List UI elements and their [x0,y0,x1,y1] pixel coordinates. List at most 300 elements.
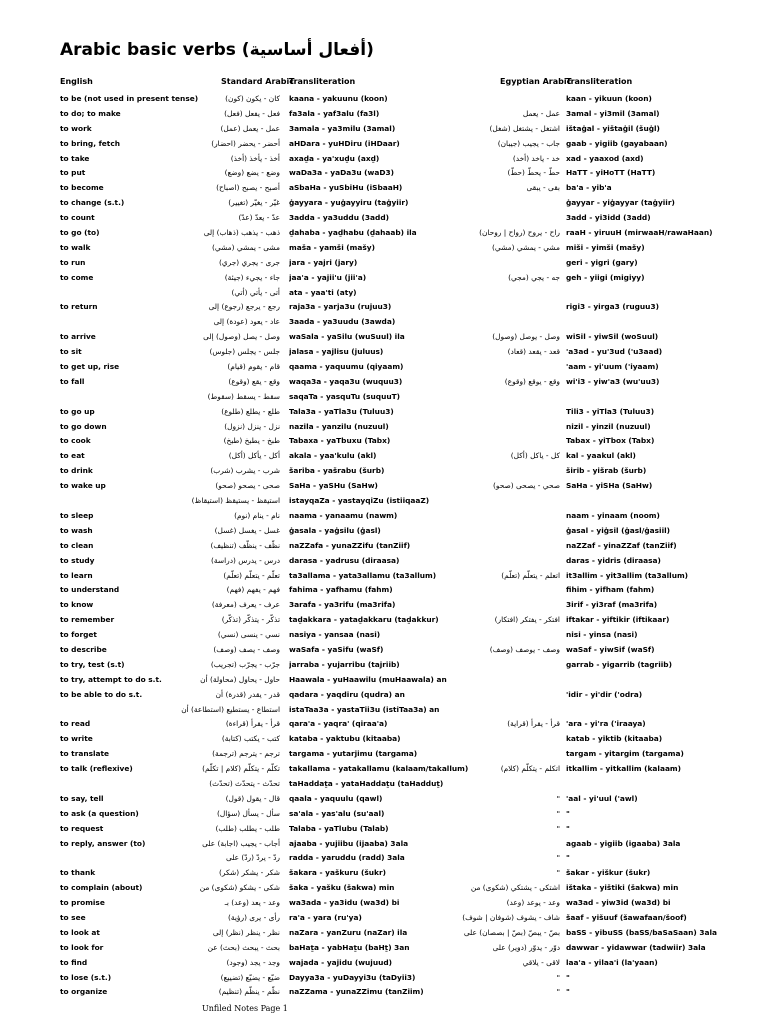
transliteration-cell: maša - yamši (mašy) [289,242,375,252]
egyptian-arabic-cell: " [556,868,560,878]
egyptian-transliteration-cell: xad - yaaxod (axd) [566,153,644,163]
english-cell: to do; to make [60,108,121,118]
transliteration-cell: ajaaba - yujiibu (ijaaba) 3ala [289,838,409,848]
standard-arabic-cell: جاء - يجيء (جيئة) [224,272,280,282]
egyptian-transliteration-cell: itkallim - yitkallim (kalaam) [566,764,682,774]
table-row [0,747,768,762]
transliteration-cell: jarraba - yujarribu (tajriib) [289,659,400,669]
standard-arabic-cell: رأى - يرى (رؤية) [228,912,280,922]
transliteration-cell: wajada - yajidu (wujuud) [289,957,393,967]
english-cell: to take [60,153,90,163]
egyptian-transliteration-cell: waSaf - yiwSif (waSf) [566,644,655,654]
transliteration-cell: šakara - yaškuru (šukr) [289,868,386,878]
egyptian-arabic-cell: مشي - يمشي (مشي) [492,242,560,252]
table-row [0,122,768,137]
transliteration-cell: 3adda - ya3uddu (3add) [289,213,390,223]
standard-arabic-cell: ترجم - يترجم (ترجمة) [212,749,280,759]
transliteration-cell: qara'a - yaqra' (qiraa'a) [289,719,388,729]
transliteration-cell: taHaddaṯa - yataHaddaṯu (taHadduṯ) [289,778,444,788]
english-cell: to ask (a question) [60,808,139,818]
table-row [0,360,768,375]
egyptian-transliteration-cell: gaab - yigiib (gayabaan) [566,138,668,148]
table-row [0,837,768,852]
standard-arabic-cell: حاول - يحاول (محاولة) أن [200,674,280,684]
table-row [0,375,768,390]
english-cell: to promise [60,898,105,908]
egyptian-transliteration-cell: wi'i3 - yiw'a3 (wu'uu3) [566,376,660,386]
egyptian-transliteration-cell: ġayyar - yiġayyar (taġyiir) [566,198,675,208]
standard-arabic-cell: كان - يكون (كون) [225,94,280,103]
page-title: Arabic basic verbs (أفعال أساسية) [60,40,374,60]
english-cell: to translate [60,749,110,759]
egyptian-transliteration-cell: 'ara - yi'ra ('iraaya) [566,719,646,729]
english-cell: to drink [60,466,93,476]
english-cell: to sit [60,347,82,357]
egyptian-arabic-cell: اشتغل - يشتغل (شغل) [489,123,560,133]
standard-arabic-cell: كتب - يكتب (كتابة) [221,734,280,744]
english-cell: to remember [60,615,115,625]
egyptian-transliteration-cell: 3amal - yi3mil (3amal) [566,108,660,118]
standard-arabic-cell: شكر - يشكر (شكر) [219,868,280,878]
english-cell: to bring, fetch [60,138,120,148]
english-cell: to cook [60,436,91,446]
standard-arabic-cell: عاد - يعود (عودة) إلى [213,317,280,327]
standard-arabic-cell: استطاع - يستطيع (استطاعة) أن [181,704,280,714]
standard-arabic-cell: وقع - يقع (وقوع) [228,376,280,386]
egyptian-transliteration-cell: šakar - yiškur (šukr) [566,868,651,878]
standard-arabic-cell: سقط - يسقط (سقوط) [207,391,280,401]
standard-arabic-cell: بحث - يبحث (بحث) عن [207,942,280,952]
egyptian-arabic-cell: اتكلم - يتكلّم (كلام) [500,764,560,774]
transliteration-cell: wa3ada - ya3idu (wa3d) bi [289,898,400,908]
standard-arabic-cell: نظر - ينظر (نظر) إلى [212,927,280,937]
table-row [0,390,768,405]
table-row [0,449,768,464]
standard-arabic-cell: جرّب - يجرّب (تجريب) [210,659,280,669]
egyptian-transliteration-cell: " [566,808,570,818]
header-standard-arabic: Standard Arabic [221,77,295,86]
transliteration-cell: ra'a - yara (ru'ya) [289,912,362,922]
table-row [0,479,768,494]
transliteration-cell: nasiya - yansaa (nasi) [289,630,381,640]
egyptian-transliteration-cell: 3add - yi3idd (3add) [566,213,651,223]
standard-arabic-cell: شرب - يشرب (شرب) [210,466,280,476]
egyptian-transliteration-cell: 'idir - yi'dir ('odra) [566,689,643,699]
transliteration-cell: akala - yaa'kulu (akl) [289,451,377,461]
table-row [0,851,768,866]
standard-arabic-cell: رجع - يرجع (رجوع) إلى [208,302,280,312]
transliteration-cell: qaama - yaquumu (qiyaam) [289,362,404,372]
egyptian-transliteration-cell: kal - yaakul (akl) [566,451,636,461]
transliteration-cell: waDa3a - yaDa3u (waD3) [289,168,395,178]
table-row [0,807,768,822]
table-row [0,569,768,584]
egyptian-transliteration-cell: wiSil - yiwSil (woSuul) [566,332,659,342]
egyptian-arabic-cell: صحي - يصحى (صحو) [493,481,560,491]
english-cell: to be able to do s.t. [60,689,143,699]
egyptian-transliteration-cell: 'aal - yi'uul ('awl) [566,793,638,803]
egyptian-transliteration-cell: " [566,853,570,863]
transliteration-cell: kaana - yakuunu (koon) [289,94,388,103]
egyptian-transliteration-cell: geri - yigri (gary) [566,257,638,267]
standard-arabic-cell: تذكّر - يتذكّر (تذكّر) [221,615,280,625]
standard-arabic-cell: قدر - يقدر (قدرة) أن [215,689,280,699]
table-row [0,717,768,732]
table-row [0,241,768,256]
table-row [0,434,768,449]
standard-arabic-cell: أصبح - يصبح (اصباح) [216,183,280,193]
english-cell: to put [60,168,86,178]
egyptian-transliteration-cell: laa'a - yilaa'i (la'yaan) [566,957,658,967]
table-row [0,524,768,539]
egyptian-arabic-cell: عمل - يعمل [522,108,560,118]
table-row [0,494,768,509]
egyptian-transliteration-cell: Tabax - yiTbox (Tabx) [566,436,655,446]
english-cell: to run [60,257,86,267]
standard-arabic-cell: وصل - يصل (وصول) إلى [203,332,280,342]
english-cell: to get up, rise [60,362,120,372]
english-cell: to describe [60,644,107,654]
standard-arabic-cell: عدّ - يعدّ (عدّ) [238,213,280,223]
english-cell: to know [60,600,94,610]
transliteration-cell: jara - yajri (jary) [289,257,358,267]
standard-arabic-cell: سأل - يسأل (سؤال) [216,808,280,818]
transliteration-cell: naZZama - yunaZZimu (tanZiim) [289,987,424,997]
egyptian-arabic-cell: خد - ياخد (أخد) [512,153,560,163]
table-row [0,196,768,211]
transliteration-cell: 3arafa - ya3rifu (ma3rifa) [289,600,396,610]
standard-arabic-cell: عرف - يعرف (معرفة) [211,600,280,610]
egyptian-arabic-cell: " [556,808,560,818]
table-row [0,658,768,673]
standard-arabic-cell: طلب - يطلب (طلب) [215,823,280,833]
egyptian-transliteration-cell: fihim - yifham (fahm) [566,585,655,595]
egyptian-arabic-cell: وعد - يوعد (وعد) [506,898,560,908]
egyptian-transliteration-cell: garrab - yigarrib (tagriib) [566,659,672,669]
transliteration-cell: waqa3a - yaqa3u (wuquu3) [289,376,403,386]
table-row [0,896,768,911]
table-row [0,956,768,971]
transliteration-cell: qadara - yaqdiru (qudra) an [289,689,405,699]
transliteration-cell: Haawala - yuHaawilu (muHaawala) an [289,674,447,684]
transliteration-cell: radda - yaruddu (radd) 3ala [289,853,405,863]
transliteration-cell: 3amala - ya3milu (3amal) [289,123,396,133]
transliteration-cell: naama - yanaamu (nawm) [289,510,398,520]
egyptian-transliteration-cell: miši - yimši (mašy) [566,242,645,252]
egyptian-arabic-cell: " [556,853,560,863]
table-row [0,107,768,122]
standard-arabic-cell: نسي - ينسى (نسي) [217,630,280,640]
english-cell: to understand [60,585,120,595]
egyptian-arabic-cell: جاب - يجيب (جيبان) [497,138,560,148]
table-row [0,166,768,181]
english-cell: to find [60,957,88,967]
transliteration-cell: istayqaZa - yastayqiZu (istiiqaaZ) [289,496,430,506]
standard-arabic-cell: طلع - يطلع (طلوع) [221,406,280,416]
standard-arabic-cell: وعد - يعد (وعد) بـ [224,898,280,908]
transliteration-cell: SaHa - yaSHu (SaHw) [289,481,378,491]
transliteration-cell: waSala - yaSilu (wuSuul) ila [289,332,405,342]
standard-arabic-cell: وضع - يضع (وضع) [224,168,280,178]
english-cell: to read [60,719,91,729]
egyptian-transliteration-cell: Tili3 - yiTla3 (Tuluu3) [566,406,655,416]
transliteration-cell: ġasala - yaġsilu (ġasl) [289,525,381,535]
egyptian-transliteration-cell: wa3ad - yiw3id (wa3d) bi [566,898,671,908]
egyptian-transliteration-cell: šaaf - yišuuf (šawafaan/šoof) [566,912,687,922]
english-cell: to sleep [60,510,94,520]
english-cell: to see [60,912,86,922]
standard-arabic-cell: استيقظ - يستيقظ (استيقاظ) [191,496,280,506]
egyptian-transliteration-cell: ištaġal - yištaġil (šuġl) [566,123,660,133]
standard-arabic-cell: ضيّع - يضيّع (تضييع) [220,972,280,982]
egyptian-arabic-cell: بصّ - يبصّ (بصّ | بصصان) على [463,927,560,937]
egyptian-transliteration-cell: nisi - yinsa (nasi) [566,630,638,640]
english-cell: to forget [60,630,97,640]
table-row [0,881,768,896]
standard-arabic-cell: تكلّم - يتكلّم (كلام | تكلّم) [202,764,280,774]
egyptian-transliteration-cell: nizil - yinzil (nuzuul) [566,421,651,431]
header-egyptian-arabic: Egyptian Arabic [500,77,572,86]
egyptian-arabic-cell: شاف - يشوف (شوفان | شوف) [462,912,560,922]
transliteration-cell: Tabaxa - yaTbuxu (Tabx) [289,436,391,446]
standard-arabic-cell: غيّر - يغيّر (تغيير) [228,198,280,208]
table-row [0,330,768,345]
table-row [0,509,768,524]
standard-arabic-cell: تعلّم - يتعلّم (تعلّم) [223,570,280,580]
table-row [0,985,768,1000]
table-row [0,926,768,941]
transliteration-cell: takallama - yatakallamu (kalaam/takallum) [289,764,469,774]
egyptian-transliteration-cell: dawwar - yidawwar (tadwiir) 3ala [566,942,706,952]
transliteration-cell: naZara - yanZuru (naZar) ila [289,927,408,937]
standard-arabic-cell: وصف - يصف (وصف) [213,644,280,654]
transliteration-cell: 3aada - ya3uudu (3awda) [289,317,396,327]
english-cell: to walk [60,242,91,252]
table-row [0,613,768,628]
table-row [0,971,768,986]
table-row [0,673,768,688]
table-row [0,271,768,286]
table-row [0,92,768,107]
transliteration-cell: Dayya3a - yuDayyi3u (taDyii3) [289,972,416,982]
table-row [0,822,768,837]
egyptian-arabic-cell: افتكر - يفتكر (افتكار) [494,615,560,625]
standard-arabic-cell: أجاب - يجيب (اجابة) على [202,838,280,848]
egyptian-transliteration-cell: baSS - yibuSS (baSS/baSaSaan) 3ala [566,927,718,937]
verb-table [0,92,768,1000]
table-row [0,420,768,435]
standard-arabic-cell: وجد - يجد (وجود) [226,957,280,967]
transliteration-cell: nazila - yanzilu (nuzuul) [289,421,389,431]
table-row [0,300,768,315]
egyptian-transliteration-cell: SaHa - yiSHa (SaHw) [566,481,653,491]
english-cell: to go down [60,421,107,431]
standard-arabic-cell: مشى - يمشي (مشي) [212,242,280,252]
english-cell: to look for [60,942,104,952]
transliteration-cell: ġayyara - yuġayyiru (taġyiir) [289,198,409,208]
english-cell: to study [60,555,95,565]
table-row [0,732,768,747]
header-english: English [60,77,93,86]
transliteration-cell: waSafa - yaSifu (waSf) [289,644,384,654]
transliteration-cell: šaka - yašku (šakwa) min [289,883,395,893]
table-row [0,286,768,301]
egyptian-transliteration-cell: " [566,972,570,982]
standard-arabic-cell: نزل - ينزل (نزول) [224,421,280,431]
egyptian-transliteration-cell: raaH - yiruuH (mirwaaH/rawaHaan) [566,228,713,238]
egyptian-transliteration-cell: rigi3 - yirga3 (ruguu3) [566,302,659,312]
table-row [0,226,768,241]
english-cell: to try, attempt to do s.t. [60,674,162,684]
standard-arabic-cell: أحضر - يحضر (احضار) [211,138,280,148]
english-cell: to return [60,302,98,312]
transliteration-cell: Tala3a - yaTla3u (Tuluu3) [289,406,394,416]
english-cell: to go up [60,406,95,416]
english-cell: to write [60,734,93,744]
standard-arabic-cell: قرأ - يقرأ (قراءة) [225,719,280,729]
table-row [0,315,768,330]
transliteration-cell: aHDara - yuHDiru (iHDaar) [289,138,400,148]
english-cell: to try, test (s.t) [60,659,125,669]
transliteration-cell: fahima - yafhamu (fahm) [289,585,393,595]
egyptian-arabic-cell: حطّ - يحطّ (حطّ) [507,168,560,178]
egyptian-arabic-cell: دوّر - يدوّر (دوير) على [492,942,560,952]
table-row [0,152,768,167]
transliteration-cell: kataba - yaktubu (kitaaba) [289,734,401,744]
egyptian-transliteration-cell: širib - yišrab (šurb) [566,466,647,476]
table-row [0,583,768,598]
egyptian-transliteration-cell: it3allim - yit3allim (ta3allum) [566,570,689,580]
transliteration-cell: aSbaHa - yuSbiHu (iSbaaH) [289,183,403,193]
english-cell: to fall [60,376,85,386]
standard-arabic-cell: ردّ - يردّ (ردّ) على [226,853,280,863]
standard-arabic-cell: أخذ - يأخذ (أخذ) [230,153,280,163]
english-cell: to thank [60,868,96,878]
egyptian-arabic-cell: " [556,987,560,997]
header-transliteration-egyptian: Transliteration [566,77,633,86]
english-cell: to reply, answer (to) [60,838,146,848]
table-row [0,628,768,643]
transliteration-cell: taḏakkara - yataḏakkaru (taḏakkur) [289,615,439,625]
english-cell: to clean [60,540,94,550]
egyptian-transliteration-cell: 'aam - yi'uum ('iyaam) [566,362,659,372]
standard-arabic-cell: قال - يقول (قول) [225,793,280,803]
table-row [0,256,768,271]
egyptian-arabic-cell: " [556,972,560,982]
egyptian-transliteration-cell: 3irif - yi3raf (ma3rifa) [566,600,658,610]
transliteration-cell: šariba - yašrabu (šurb) [289,466,385,476]
egyptian-arabic-cell: وقع - يوقع (وقوع) [504,376,560,386]
english-cell: to change (s.t.) [60,198,125,208]
english-cell: to wash [60,525,93,535]
transliteration-cell: ta3allama - yata3allamu (ta3allum) [289,570,437,580]
egyptian-arabic-cell: " [556,823,560,833]
egyptian-arabic-cell: بقى - يبقى [526,183,560,193]
english-cell: to look at [60,927,100,937]
standard-arabic-cell: فعل - يفعل (فعل) [224,108,280,118]
standard-arabic-cell: أتى - يأتي (أتي) [231,287,280,297]
english-cell: to request [60,823,104,833]
transliteration-cell: targama - yutarjimu (targama) [289,749,418,759]
english-cell: to complain (about) [60,883,143,893]
english-cell: to talk (reflexive) [60,764,133,774]
table-row [0,211,768,226]
standard-arabic-cell: جرى - يجري (جري) [218,257,280,267]
english-cell: to count [60,213,95,223]
egyptian-transliteration-cell: HaTT - yiHoTT (HaTT) [566,168,656,178]
egyptian-transliteration-cell: ġasal - yiġsil (ġasl/ġasiil) [566,525,671,535]
standard-arabic-cell: فهم - يفهم (فهم) [226,585,280,595]
egyptian-arabic-cell: جه - يجي (مجي) [508,272,560,282]
standard-arabic-cell: طبخ - يطبخ (طبخ) [223,436,280,446]
table-row [0,137,768,152]
table-row [0,554,768,569]
table-row [0,792,768,807]
table-row [0,866,768,881]
english-cell: to become [60,183,104,193]
egyptian-transliteration-cell: " [566,987,570,997]
english-cell: to be (not used in present tense) [60,94,199,103]
transliteration-cell: axaḏa - ya'xuḏu (axḏ) [289,153,380,163]
standard-arabic-cell: ذهب - يذهب (ذهاب) إلى [203,228,280,238]
transliteration-cell: Talaba - yaTlubu (Talab) [289,823,389,833]
standard-arabic-cell: أكل - يأكل (أكل) [228,451,280,461]
egyptian-transliteration-cell: 'a3ad - yu'3ud ('u3aad) [566,347,663,357]
egyptian-transliteration-cell: targam - yitargim (targama) [566,749,684,759]
standard-arabic-cell: عمل - يعمل (عمل) [220,123,280,133]
egyptian-arabic-cell: وصف - يوصف (وصف) [489,644,560,654]
table-row [0,777,768,792]
egyptian-arabic-cell: كل - ياكل (أكل) [510,451,560,461]
table-row [0,703,768,718]
standard-arabic-cell: غسل - يغسل (غسل) [214,525,280,535]
egyptian-arabic-cell: " [556,793,560,803]
table-row [0,598,768,613]
english-cell: to arrive [60,332,96,342]
egyptian-transliteration-cell: agaab - yigiib (igaaba) 3ala [566,838,681,848]
transliteration-cell: ata - yaa'ti (aty) [289,287,357,297]
table-row [0,762,768,777]
english-cell: to learn [60,570,93,580]
english-cell: to work [60,123,92,133]
egyptian-transliteration-cell: kaan - yikuun (koon) [566,94,652,103]
standard-arabic-cell: نظّم - ينظّم (تنظيم) [218,987,280,997]
english-cell: to organize [60,987,108,997]
standard-arabic-cell: صحى - يصحو (صحو) [215,481,280,491]
table-row [0,688,768,703]
egyptian-arabic-cell: راح - يروح (رواح | روحان) [479,228,560,238]
english-cell: to say, tell [60,793,104,803]
standard-arabic-cell: جلس - يجلس (جلوس) [209,347,280,357]
egyptian-arabic-cell: وصل - يوصل (وصول) [492,332,560,342]
table-row [0,911,768,926]
egyptian-arabic-cell: اشتكى - يشتكي (شكوى) من [470,883,560,893]
egyptian-transliteration-cell: geh - yiigi (migiyy) [566,272,645,282]
egyptian-transliteration-cell: ba'a - yib'a [566,183,612,193]
english-cell: to wake up [60,481,106,491]
egyptian-transliteration-cell: iftakar - yiftikir (iftikaar) [566,615,670,625]
transliteration-cell: jalasa - yajlisu (juluus) [289,347,384,357]
egyptian-transliteration-cell: naam - yinaam (noom) [566,510,660,520]
transliteration-cell: qaala - yaquulu (qawl) [289,793,383,803]
egyptian-transliteration-cell: " [566,823,570,833]
standard-arabic-cell: نظّف - ينظّف (تنظيف) [210,540,280,550]
transliteration-cell: sa'ala - yas'alu (su'aal) [289,808,385,818]
transliteration-cell: fa3ala - yaf3alu (fa3l) [289,108,380,118]
transliteration-cell: darasa - yadrusu (diraasa) [289,555,400,565]
egyptian-arabic-cell: اتعلم - يتعلّم (تعلّم) [501,570,560,580]
egyptian-arabic-cell: لاقى - يلاقي [522,957,560,967]
